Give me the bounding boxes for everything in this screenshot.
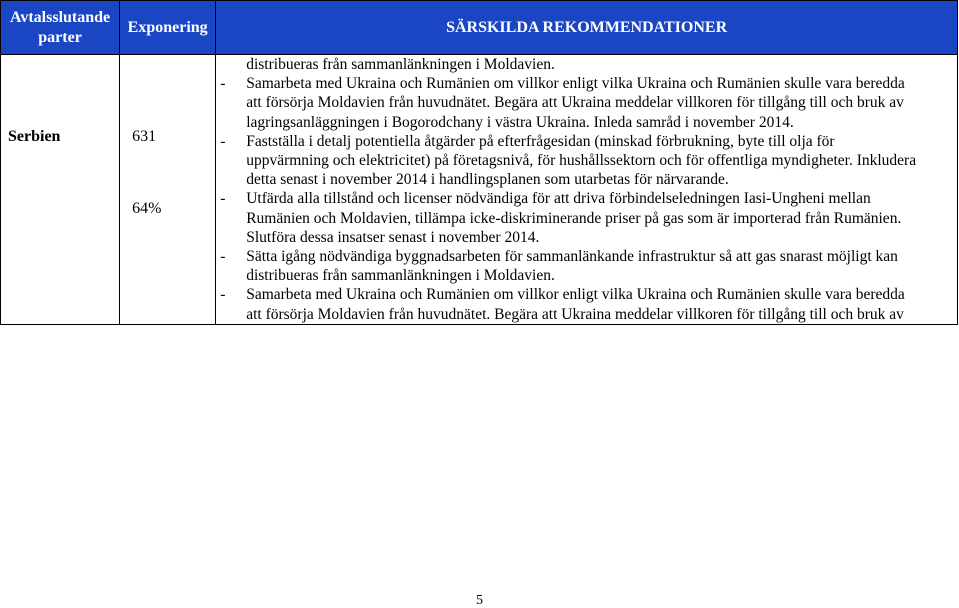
header-exposure: [120, 1, 216, 55]
table-row: [1, 55, 958, 325]
recommendation-text: detta senast i november 2014 i handlingsplanen som utarbetas för närvarande.: [246, 171, 729, 189]
header-parties: [1, 1, 120, 55]
recommendation-text: lagringsanläggningen i Bogorodchany i västra Ukraina. Inleda samråd i november 2014.: [246, 113, 794, 131]
recommendation-text: Rumänien och Moldavien, tillämpa icke-diskriminerande priser på gas som är importerad från Rumänien.: [246, 209, 902, 227]
recommendation-text: att försörja Moldavien från huvudnätet. Begära att Ukraina meddelar villkoren för tillgång till och bruk av: [246, 94, 904, 112]
recommendation-text: Samarbeta med Ukraina och Rumänien om villkor enligt vilka Ukraina och Rumänien skulle vara beredda: [246, 286, 905, 304]
recommendation-text: Fastställa i detalj potentiella åtgärder på efterfrågesidan (minskad förbrukning, byte till olja för: [246, 132, 835, 150]
dash-bullet: -: [220, 190, 226, 208]
exposure-value: 631: [132, 128, 157, 145]
recommendations-cell: [216, 55, 958, 325]
country-name: Serbien: [8, 128, 61, 145]
recommendation-item: [216, 247, 957, 285]
exposure-cell: [120, 55, 216, 325]
recommendation-text: Samarbeta med Ukraina och Rumänien om villkor enligt vilka Ukraina och Rumänien skulle vara beredda: [246, 75, 905, 93]
dash-bullet: -: [220, 132, 226, 150]
table-header-row: [1, 1, 958, 55]
party-cell: [1, 55, 120, 325]
header-parties-label: Avtalsslutande parter: [9, 8, 111, 46]
exposure-share: 64%: [132, 200, 162, 217]
dash-bullet: -: [220, 75, 226, 93]
page-number: 5: [476, 593, 483, 608]
recommendation-text: Slutföra dessa insatser senast i november 2014.: [246, 228, 540, 246]
dash-bullet: -: [220, 286, 226, 304]
recommendation-text: Sätta igång nödvändiga byggnadsarbeten för sammanlänkande infrastruktur så att gas snarast möjligt kan: [246, 248, 898, 266]
header-recommendations: [216, 1, 958, 55]
header-recommendations-label: SÄRSKILDA REKOMMENDATIONER: [446, 18, 728, 36]
dash-bullet: -: [220, 248, 226, 266]
recommendation-item: [216, 285, 957, 323]
carryover-line: distribueras från sammanlänkningen i Moldavien.: [246, 56, 555, 73]
recommendation-item: [216, 132, 957, 190]
header-exposure-label: Exponering: [127, 18, 208, 36]
recommendation-text: att försörja Moldavien från huvudnätet. Begära att Ukraina meddelar villkoren för tillgång till och bruk av: [246, 305, 904, 323]
recommendation-text: Utfärda alla tillstånd och licenser nödvändiga för att driva förbindelseledningen Iasi-Ungheni mellan: [246, 190, 871, 208]
recommendation-item: [216, 189, 957, 247]
recommendation-item: [216, 74, 957, 132]
recommendation-text: distribueras från sammanlänkningen i Moldavien.: [246, 267, 555, 285]
recommendation-text: uppvärmning och elektricitet) på företagsnivå, för hushållssektorn och för offentliga myndigheter. Inkludera: [246, 152, 917, 170]
